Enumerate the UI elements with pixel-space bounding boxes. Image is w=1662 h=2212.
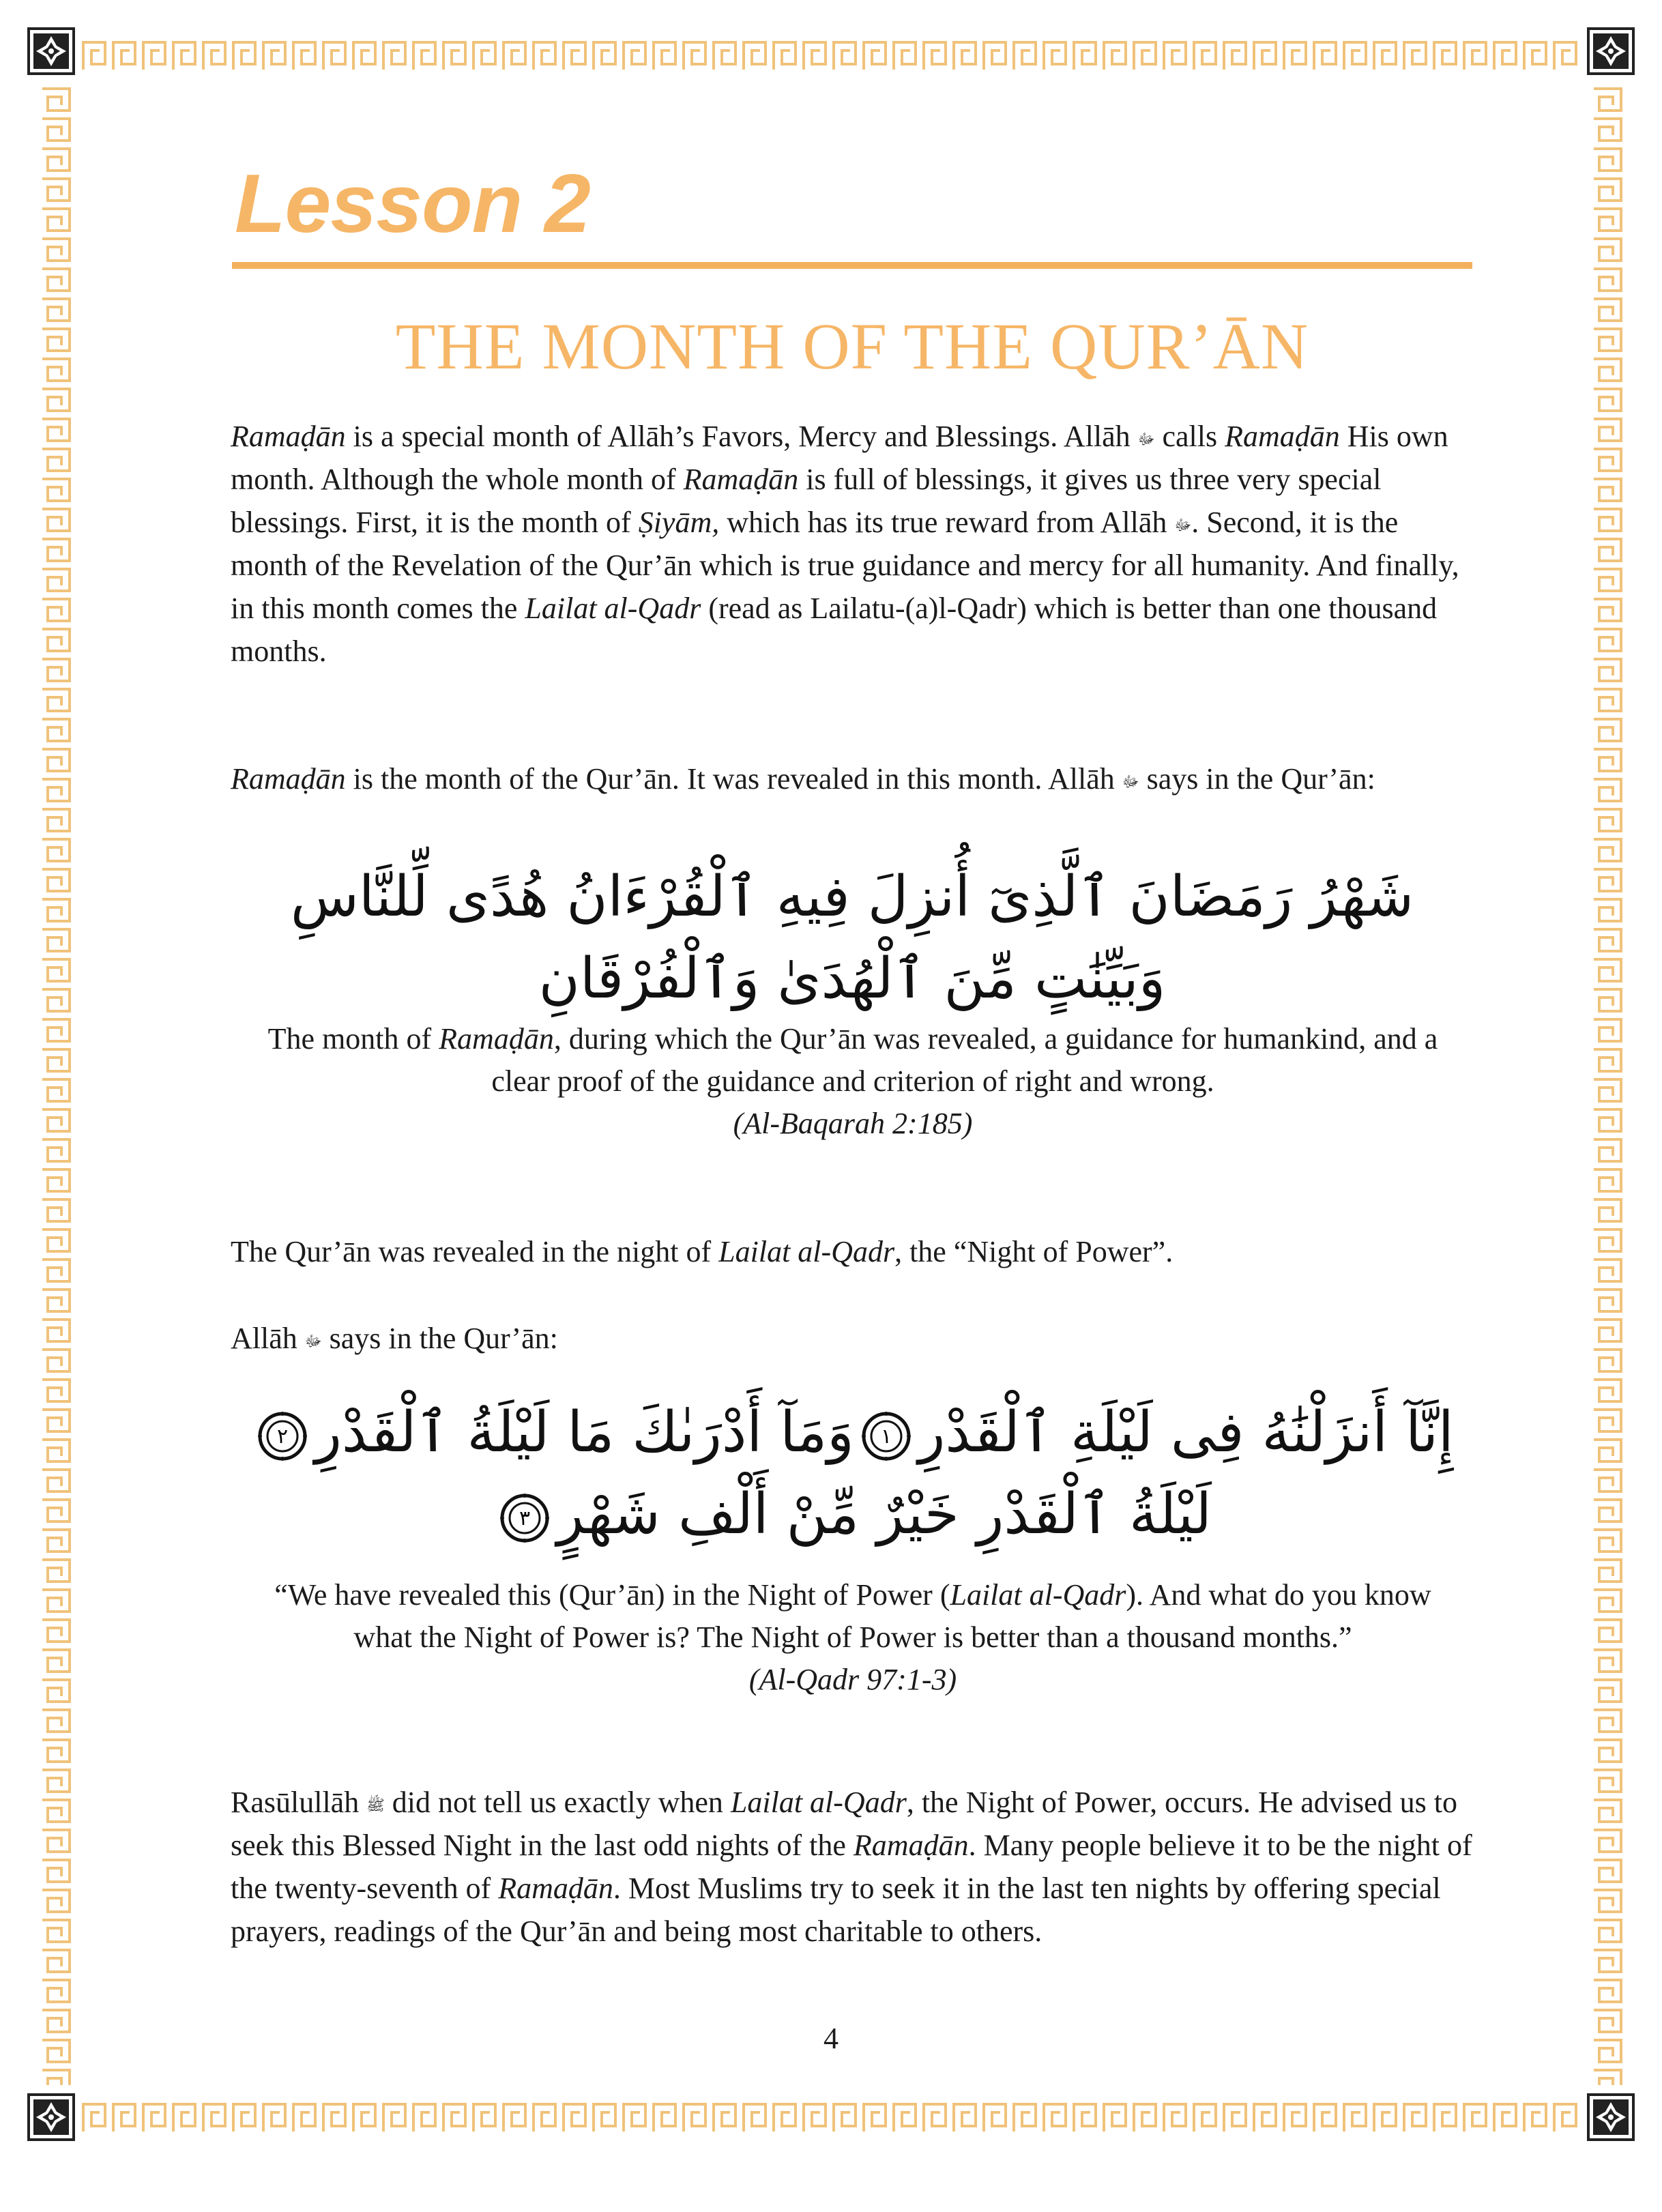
verse-reference: (Al-Qadr 97:1-3) (748, 1663, 957, 1696)
verse-end-marker-icon (257, 1411, 308, 1461)
honorific-allah-icon: ﷻ (1137, 430, 1155, 448)
arabic-phrase: إِنَّآ أَنزَلْنَٰهُ فِى لَيْلَةِ ٱلْقَدْرِ (918, 1400, 1454, 1465)
italic-term: Ṣiyām, (638, 506, 720, 539)
arabic-verse-baqarah (232, 856, 1472, 1020)
italic-term: Ramaḍān (1225, 420, 1340, 453)
translation-qadr (246, 1574, 1460, 1701)
paragraph-night-of-power: The Qur’ān was revealed in the night of Lailat al-Qadr, the “Night of Power”. (231, 1235, 1173, 1268)
italic-term: Lailat al-Qadr (950, 1578, 1126, 1612)
italic-term: Ramaḍān (231, 762, 346, 796)
border-right (1586, 86, 1629, 2085)
page-number: 4 (823, 2022, 839, 2055)
italic-term: Ramaḍān (683, 463, 799, 496)
italic-term: Ramaḍān (231, 420, 346, 453)
honorific-allah-icon: ﷻ (1174, 516, 1192, 534)
paragraph-rasulullah: Rasūlullāh ﷺ did not tell us exactly when Lailat al-Qadr, the Night of Power, occurs. He advised us to seek this Blessed Night in the last odd nights of the Ramaḍān. Many people believe it to be the night of the twenty-seventh of Ramaḍān. Most Muslims try to seek it in the last ten nights by offering special prayers, readings of the Qur’ān and being most charitable to others. (231, 1786, 1472, 1948)
translation-text: The month of Ramaḍān, during which the Qur’ān was revealed, a guidance for humankind, and a clear proof of the guidance and criterion of right and wrong. (267, 1022, 1438, 1098)
translation-baqarah (246, 1018, 1460, 1145)
ornament-corner-icon (27, 27, 75, 75)
italic-term: Lailat al-Qadr (525, 592, 701, 625)
italic-term: Lailat al-Qadr (718, 1235, 895, 1268)
section-title: THE MONTH OF THE QUR’ĀN (395, 310, 1309, 383)
verse-reference: (Al-Baqarah 2:185) (733, 1107, 973, 1140)
verse-end-marker-icon (861, 1411, 912, 1461)
arabic-phrase: لَيْلَةُ ٱلْقَدْرِ خَيْرٌ مِّنْ أَلْفِ شَهْرٍ (557, 1482, 1212, 1547)
verse-number: ١ (880, 1424, 892, 1449)
honorific-allah-icon: ﷻ (1122, 772, 1139, 790)
arabic-line: شَهْرُ رَمَضَانَ ٱلَّذِىٓ أُنزِلَ فِيهِ ٱلْقُرْءَانُ هُدًى لِّلنَّاسِ (290, 864, 1414, 929)
honorific-prophet-icon: ﷺ (366, 1796, 385, 1814)
lesson-title: Lesson 2 (235, 157, 590, 250)
paragraph-month-of-quran: Ramaḍān is the month of the Qur’ān. It was revealed in this month. Allāh ﷻ says in the Qur’ān: (231, 762, 1375, 796)
arabic-phrase: وَمَآ أَدْرَىٰكَ مَا لَيْلَةُ ٱلْقَدْرِ (315, 1400, 854, 1465)
honorific-allah-icon: ﷻ (304, 1332, 322, 1350)
arabic-line (232, 1474, 1472, 1556)
paragraph-allah-says: Allāh ﷻ says in the Qur’ān: (231, 1322, 558, 1355)
ornament-corner-icon (1587, 27, 1635, 75)
italic-term: Lailat al-Qadr (730, 1786, 907, 1819)
border-bottom (81, 2096, 1581, 2140)
arabic-line (232, 1392, 1472, 1474)
verse-end-marker-icon (499, 1493, 550, 1543)
italic-term: Ramaḍān (498, 1872, 613, 1905)
translation-text: “We have revealed this (Qur’ān) in the Night of Power (Lailat al-Qadr). And what do you know what the Night of Power is? The Night of Power is better than a thousand months.” (274, 1578, 1431, 1654)
ornament-corner-icon (27, 2093, 75, 2141)
italic-term: Ramaḍān (439, 1022, 554, 1056)
ornament-corner-icon (1587, 2093, 1635, 2141)
arabic-verse-qadr (232, 1392, 1472, 1556)
title-divider (232, 262, 1472, 269)
italic-term: Ramaḍān (853, 1829, 969, 1862)
border-left (34, 86, 78, 2085)
verse-number: ٣ (519, 1506, 531, 1530)
arabic-line: وَبَيِّنَٰتٍ مِّنَ ٱلْهُدَىٰ وَٱلْفُرْقَانِ (538, 946, 1166, 1011)
verse-number: ٢ (277, 1424, 289, 1449)
paragraph-ramadan-blessings: Ramaḍān is a special month of Allāh’s Favors, Mercy and Blessings. Allāh ﷻ calls Ramaḍān His own month. Although the whole month of Ramaḍān is full of blessings, it gives us three very special blessings. First, it is the month of Ṣiyām, which has its true reward from Allāh ﷻ. Second, it is the month of the Revelation of the Qur’ān which is true guidance and mercy for all humanity. And finally, in this month comes the Lailat al-Qadr (read as Lailatu-(a)l-Qadr) which is better than one thousand months. (231, 420, 1459, 668)
border-top (81, 34, 1581, 78)
